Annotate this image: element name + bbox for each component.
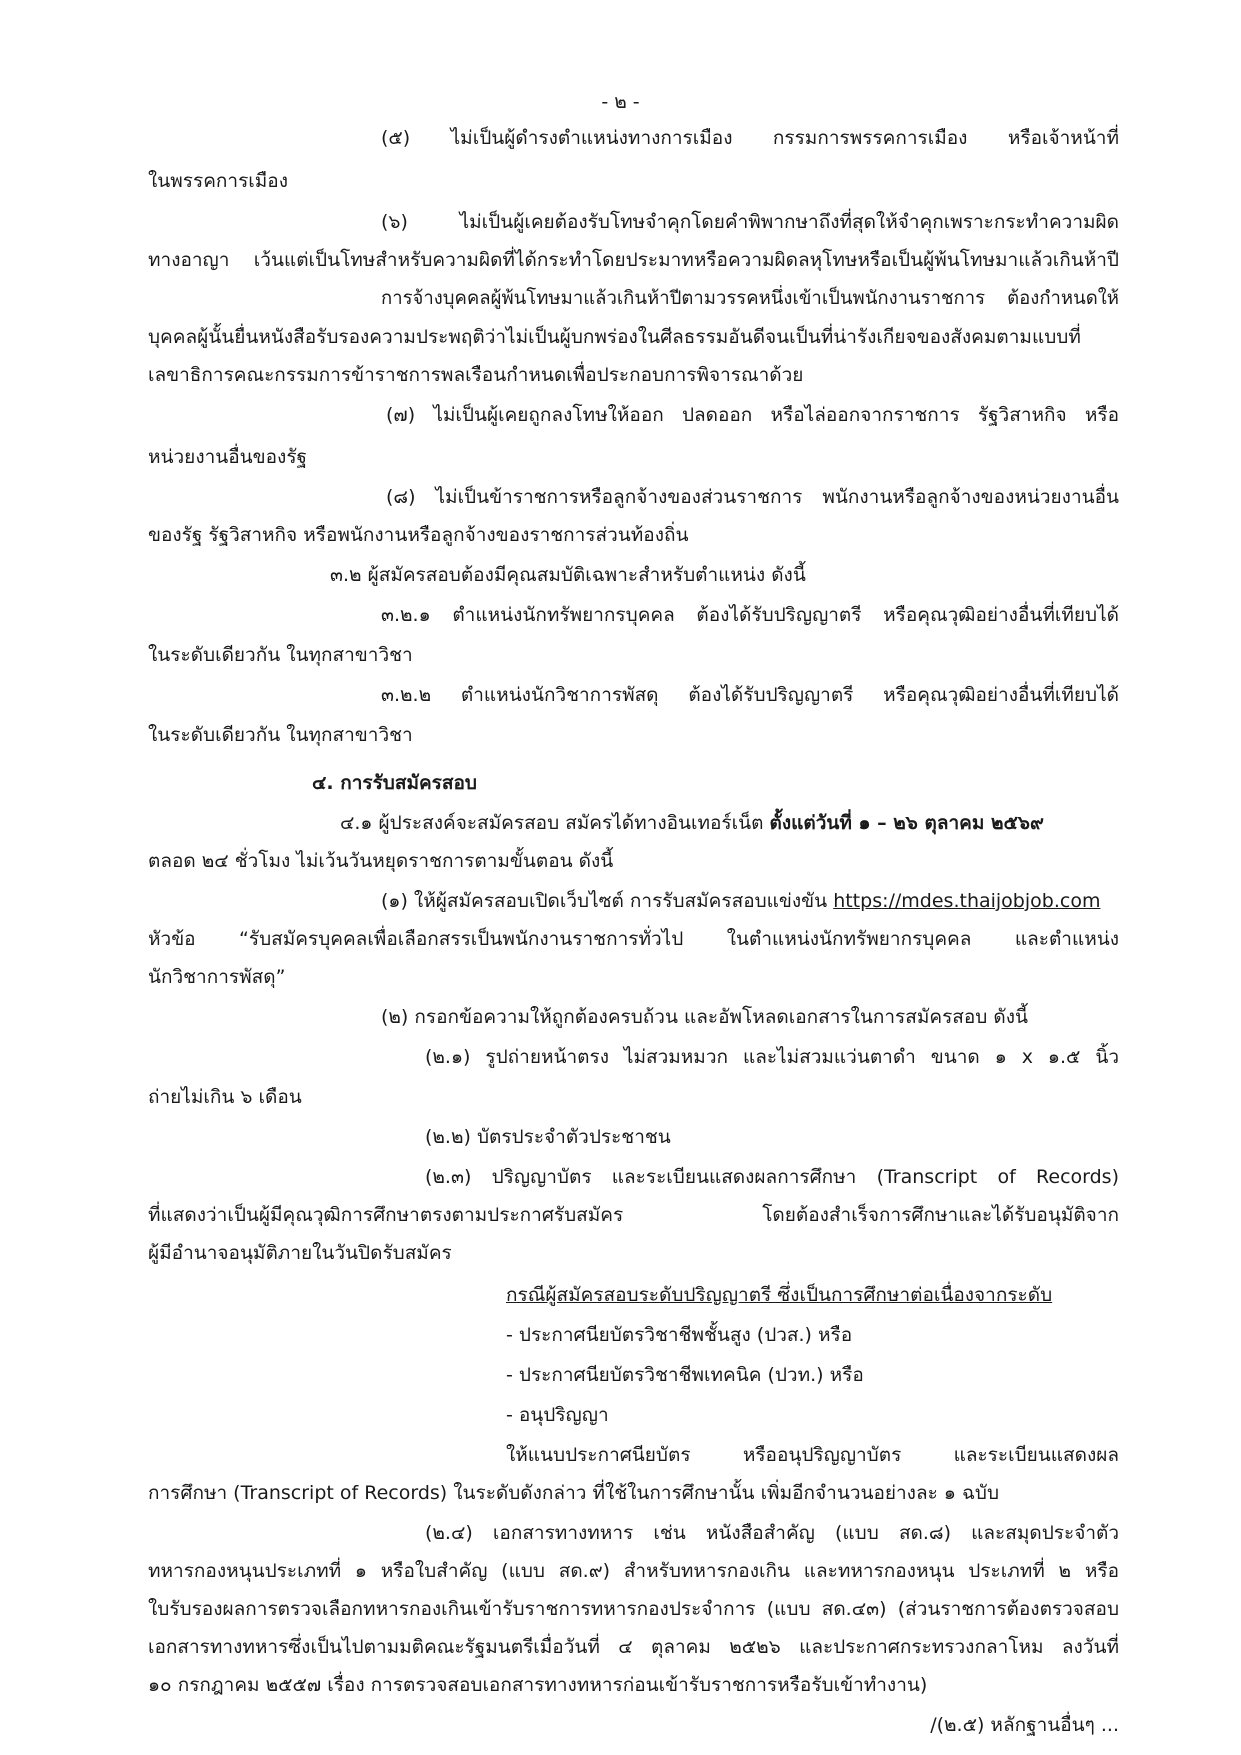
doc-2-4-line-5: ๑๐ กรกฎาคม ๒๕๕๗ เรื่อง การตรวจสอบเอกสารทางทหารก่อนเข้ารับราชการหรือรับเข้าทำงาน): [148, 1674, 928, 1696]
list-item-pvt: - ประกาศนียบัตรวิชาชีพเทคนิค (ปวท.) หรือ: [506, 1364, 864, 1386]
item-5-line-2: ในพรรคการเมือง: [148, 170, 288, 192]
page-number: - ๒ -: [601, 91, 640, 113]
application-period: ตั้งแต่วันที่ ๑ – ๒๖ ตุลาคม ๒๕๖๙: [769, 812, 1044, 834]
section-4-heading: ๔. การรับสมัครสอบ: [312, 772, 477, 794]
item-8-line-1: (๘) ไม่เป็นข้าราชการหรือลูกจ้างของส่วนราชการ พนักงานหรือลูกจ้างของหน่วยงานอื่น: [386, 486, 1119, 508]
list-item-associate-degree: - อนุปริญญา: [506, 1404, 609, 1426]
bachelor-continuing-case-heading: กรณีผู้สมัครสอบระดับปริญญาตรี ซึ่งเป็นการศึกษาต่อเนื่องจากระดับ: [506, 1284, 1053, 1306]
attach-note-line-2: การศึกษา (Transcript of Records) ในระดับดังกล่าว ที่ใช้ในการศึกษานั้น เพิ่มอีกจำนวนอย่างละ ๑ ฉบับ: [148, 1482, 1000, 1504]
step-1-line-3: นักวิชาการพัสดุ”: [148, 966, 286, 988]
doc-2-4-line-1: (๒.๔) เอกสารทางทหาร เช่น หนังสือสำคัญ (แบบ สด.๘) และสมุดประจำตัว: [425, 1522, 1119, 1544]
doc-2-1-line-2: ถ่ายไม่เกิน ๖ เดือน: [148, 1086, 302, 1108]
item-7-line-1: (๗) ไม่เป็นผู้เคยถูกลงโทษให้ออก ปลดออก หรือไล่ออกจากราชการ รัฐวิสาหกิจ หรือ: [386, 404, 1119, 426]
doc-2-4-line-3: ใบรับรองผลการตรวจเลือกทหารกองเกินเข้ารับราชการทหารกองประจำการ (แบบ สด.๔๓) (ส่วนราชการต้องตรวจสอบ: [148, 1598, 1119, 1620]
doc-2-3-line-2: ที่แสดงว่าเป็นผู้มีคุณวุฒิการศึกษาตรงตามประกาศรับสมัคร โดยต้องสำเร็จการศึกษาและได้รับอนุมัติจาก: [148, 1204, 1119, 1226]
item-6-line-2: ทางอาญา เว้นแต่เป็นโทษสำหรับความผิดที่ได้กระทำโดยประมาทหรือความผิดลหุโทษหรือเป็นผู้พ้นโทษมาแล้วเกินห้าปี: [148, 249, 1119, 271]
item-5-line-1: (๕) ไม่เป็นผู้ดำรงตำแหน่งทางการเมือง กรรมการพรรคการเมือง หรือเจ้าหน้าที่: [381, 127, 1119, 149]
doc-2-3-line-1: (๒.๓) ปริญญาบัตร และระเบียนแสดงผลการศึกษา (Transcript of Records): [425, 1166, 1119, 1188]
section-4-1-intro: ๔.๑ ผู้ประสงค์จะสมัครสอบ สมัครได้ทางอินเทอร์เน็ต: [340, 812, 770, 834]
doc-2-1-line-1: (๒.๑) รูปถ่ายหน้าตรง ไม่สวมหมวก และไม่สวมแว่นตาดำ ขนาด ๑ x ๑.๕ นิ้ว: [425, 1046, 1119, 1068]
item-6-line-4: บุคคลผู้นั้นยื่นหนังสือรับรองความประพฤติว่าไม่เป็นผู้บกพร่องในศีลธรรมอันดีจนเป็นที่น่ารังเกียจของสังคมตามแบบที่: [148, 326, 1081, 348]
step-1-intro: (๑) ให้ผู้สมัครสอบเปิดเว็บไซต์ การรับสมัครสอบแข่งขัน: [381, 890, 834, 912]
doc-2-4-line-2: ทหารกองหนุนประเภทที่ ๑ หรือใบสำคัญ (แบบ สด.๙) สำหรับทหารกองเกิน และทหารกองหนุน ประเภทที่ ๒ หรือ: [148, 1560, 1119, 1582]
section-3-2-1-line-2: ในระดับเดียวกัน ในทุกสาขาวิชา: [148, 644, 413, 666]
item-7-line-2: หน่วยงานอื่นของรัฐ: [148, 446, 308, 468]
doc-2-3-line-3: ผู้มีอำนาจอนุมัติภายในวันปิดรับสมัคร: [148, 1242, 452, 1264]
item-6-line-5: เลขาธิการคณะกรรมการข้าราชการพลเรือนกำหนดเพื่อประกอบการพิจารณาด้วย: [148, 364, 804, 386]
section-4-1-line-1: [340, 809, 1119, 837]
attach-note-line-1: ให้แนบประกาศนียบัตร หรืออนุปริญญาบัตร และระเบียนแสดงผล: [506, 1444, 1119, 1466]
item-6-line-1: (๖) ไม่เป็นผู้เคยต้องรับโทษจำคุกโดยคำพิพากษาถึงที่สุดให้จำคุกเพราะกระทำความผิด: [381, 211, 1119, 233]
list-item-pvs: - ประกาศนียบัตรวิชาชีพชั้นสูง (ปวส.) หรือ: [506, 1324, 853, 1346]
section-3-2-heading: ๓.๒ ผู้สมัครสอบต้องมีคุณสมบัติเฉพาะสำหรับตำแหน่ง ดังนี้: [330, 564, 806, 586]
item-6-line-3: การจ้างบุคคลผู้พ้นโทษมาแล้วเกินห้าปีตามวรรคหนึ่งเข้าเป็นพนักงานราชการ ต้องกำหนดให้: [381, 288, 1119, 309]
section-4-1-line-2: ตลอด ๒๔ ชั่วโมง ไม่เว้นวันหยุดราชการตามขั้นตอน ดังนี้: [148, 850, 614, 872]
step-1-line-1: [381, 887, 1119, 915]
continuation-note: /(๒.๕) หลักฐานอื่นๆ ...: [930, 1714, 1119, 1736]
step-2-heading: (๒) กรอกข้อความให้ถูกต้องครบถ้วน และอัพโหลดเอกสารในการสมัครสอบ ดังนี้: [381, 1006, 1029, 1028]
section-3-2-1-line-1: ๓.๒.๑ ตำแหน่งนักทรัพยากรบุคคล ต้องได้รับปริญญาตรี หรือคุณวุฒิอย่างอื่นที่เทียบได้: [381, 604, 1119, 626]
step-1-line-2: หัวข้อ “รับสมัครบุคคลเพื่อเลือกสรรเป็นพนักงานราชการทั่วไป ในตำแหน่งนักทรัพยากรบุคคล และตำแหน่ง: [148, 928, 1119, 950]
application-website-link[interactable]: https://mdes.thaijobjob.com: [833, 890, 1101, 912]
doc-2-2: (๒.๒) บัตรประจำตัวประชาชน: [425, 1126, 671, 1148]
item-8-line-2: ของรัฐ รัฐวิสาหกิจ หรือพนักงานหรือลูกจ้างของราชการส่วนท้องถิ่น: [148, 524, 689, 546]
section-3-2-2-line-2: ในระดับเดียวกัน ในทุกสาขาวิชา: [148, 724, 413, 746]
doc-2-4-line-4: เอกสารทางทหารซึ่งเป็นไปตามมติคณะรัฐมนตรีเมื่อวันที่ ๔ ตุลาคม ๒๕๒๖ และประกาศกระทรวงกลาโหม ลงวันที่: [148, 1636, 1119, 1658]
section-3-2-2-line-1: ๓.๒.๒ ตำแหน่งนักวิชาการพัสดุ ต้องได้รับปริญญาตรี หรือคุณวุฒิอย่างอื่นที่เทียบได้: [381, 684, 1119, 706]
